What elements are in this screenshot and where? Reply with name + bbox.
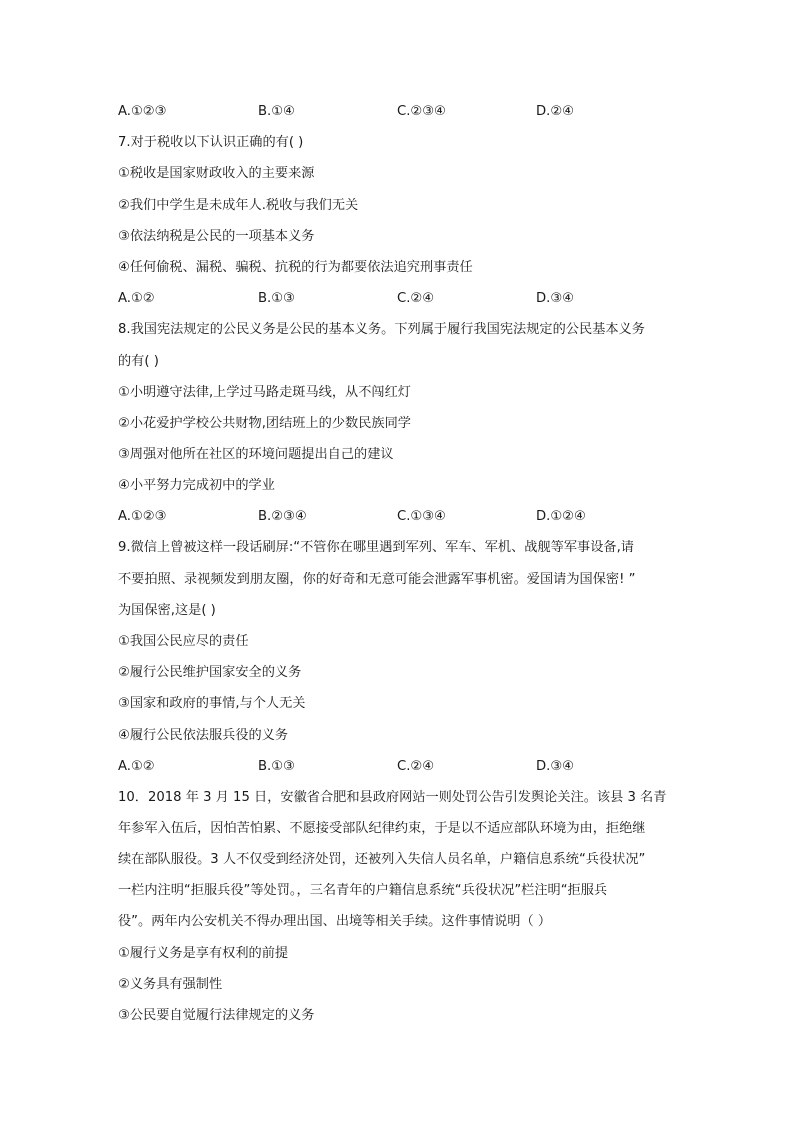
q7-option-b: B.①③ [258, 291, 295, 306]
q6-options [118, 102, 718, 122]
q7-stem: 7.对于税收以下认识正确的有( ) [118, 135, 304, 150]
q9-item-2: ②履行公民维护国家安全的义务 [118, 665, 302, 680]
q10-item-3: ③公民要自觉履行法律规定的义务 [118, 1008, 315, 1023]
q9-item-3: ③国家和政府的事情,与个人无关 [118, 696, 306, 711]
q10-stem-line-3: 续在部队服役。3 人不仅受到经济处罚，还被列入失信人员名单，户籍信息系统“兵役状况” [118, 852, 646, 867]
q8-option-d: D.①②④ [536, 509, 586, 524]
q9-option-c: C.②④ [397, 759, 435, 774]
q9-option-d: D.③④ [536, 759, 574, 774]
q6-option-a: A.①②③ [118, 104, 167, 119]
q9-option-a: A.①② [118, 759, 155, 774]
q8-item-3: ③周强对他所在社区的环境问题提出自己的建议 [118, 447, 394, 462]
q9-stem-line-3: 为国保密,这是( ) [118, 603, 216, 618]
q8-option-b: B.②③④ [258, 509, 307, 524]
q10-stem-line-5: 役”。两年内公安机关不得办理出国、出境等相关手续。这件事情说明（ ） [118, 914, 552, 929]
q7-item-4: ④任何偷税、漏税、骗税、抗税的行为都要依法追究刑事责任 [118, 260, 473, 275]
q8-item-2: ②小花爱护学校公共财物,团结班上的少数民族同学 [118, 416, 411, 431]
q6-option-d: D.②④ [536, 104, 574, 119]
q7-options [118, 289, 718, 309]
q8-stem-line-2: 的有( ) [118, 354, 159, 369]
q10-item-2: ②义务具有强制性 [118, 977, 223, 992]
q10-stem-line-4: 一栏内注明“拒服兵役”等处罚。，三名青年的户籍信息系统“兵役状况”栏注明“拒服兵 [118, 883, 608, 898]
q7-item-1: ①税收是国家财政收入的主要来源 [118, 166, 315, 181]
q8-stem-line-1: 8.我国宪法规定的公民义务是公民的基本义务。下列属于履行我国宪法规定的公民基本义务 [118, 322, 645, 337]
q8-option-a: A.①②③ [118, 509, 167, 524]
q10-stem-line-2: 年参军入伍后，因怕苦怕累、不愿接受部队纪律约束，于是以不适应部队环境为由，拒绝继 [118, 821, 646, 836]
q7-item-3: ③依法纳税是公民的一项基本义务 [118, 229, 315, 244]
q8-item-1: ①小明遵守法律,上学过马路走斑马线，从不闯红灯 [118, 385, 411, 400]
q9-stem-line-2: 不要拍照、录视频发到朋友圈，你的好奇和无意可能会泄露军事机密。爱国请为国保密! ” [118, 572, 636, 587]
q7-option-d: D.③④ [536, 291, 574, 306]
q7-item-2: ②我们中学生是未成年人.税收与我们无关 [118, 198, 359, 213]
q8-item-4: ④小平努力完成初中的学业 [118, 478, 275, 493]
q7-option-c: C.②④ [397, 291, 435, 306]
q10-item-1: ①履行义务是享有权利的前提 [118, 946, 289, 961]
q8-option-c: C.①③④ [397, 509, 446, 524]
q9-item-1: ①我国公民应尽的责任 [118, 634, 249, 649]
q9-item-4: ④履行公民依法服兵役的义务 [118, 728, 289, 743]
q9-option-b: B.①③ [258, 759, 295, 774]
q6-option-b: B.①④ [258, 104, 295, 119]
q8-options [118, 507, 718, 527]
q9-stem-line-1: 9.微信上曾被这样一段话刷屏:“不管你在哪里遇到军列、军车、军机、战舰等军事设备,请 [118, 540, 634, 555]
q6-option-c: C.②③④ [397, 104, 446, 119]
q9-options [118, 757, 718, 777]
q7-option-a: A.①② [118, 291, 155, 306]
q10-stem-line-1: 10．2018 年 3 月 15 日，安徽省合肥和县政府网站一则处罚公告引发舆论关注。该县 3 名青 [118, 790, 667, 805]
